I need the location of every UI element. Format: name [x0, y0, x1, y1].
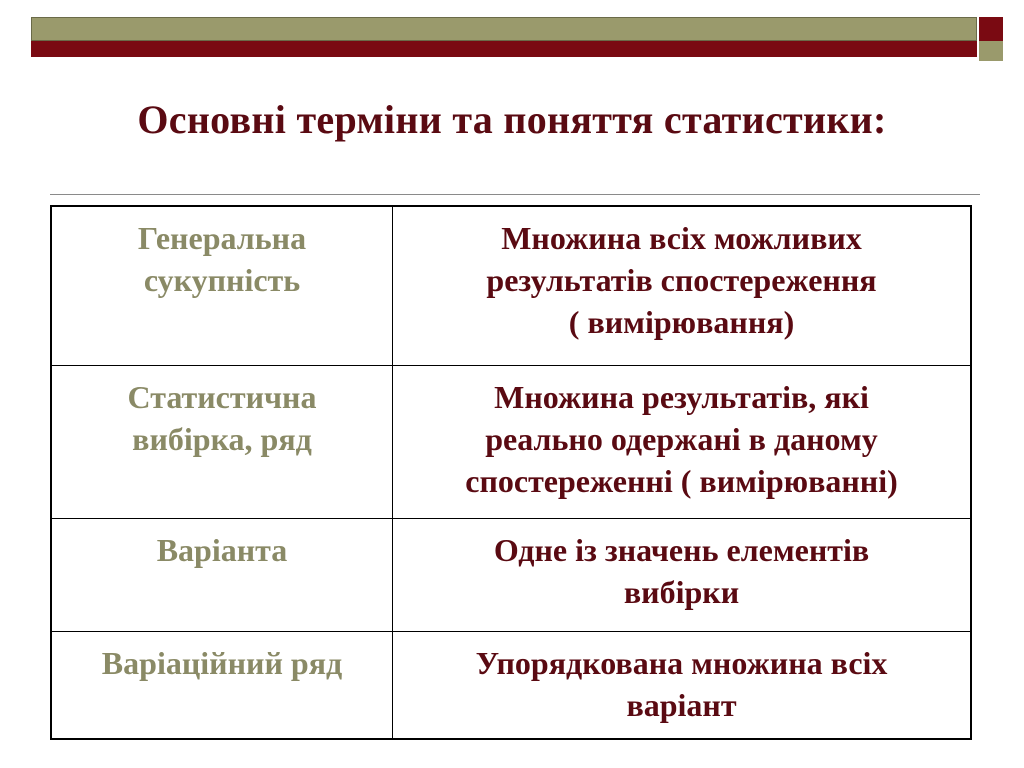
definition-text: варіант	[626, 687, 737, 723]
definition-text: Множина всіх можливих	[501, 220, 862, 256]
definition-text: результатів спостереження	[486, 262, 877, 298]
definition-cell	[393, 206, 972, 366]
definition-cell	[393, 366, 972, 519]
term-cell	[51, 366, 393, 519]
term-text: Статистична	[127, 379, 317, 415]
term-text: вибірка, ряд	[132, 421, 312, 457]
table-row	[51, 519, 971, 632]
header-olive-square	[979, 41, 1003, 61]
header-maroon-bar	[31, 41, 977, 57]
definition-text: спостереженні ( вимірюванні)	[465, 463, 898, 499]
term-text: Варіаційний ряд	[101, 645, 343, 681]
table-row	[51, 206, 971, 366]
definition-text: ( вимірювання)	[568, 304, 795, 340]
definition-text: вибірки	[623, 574, 740, 610]
slide-title: Основні терміни та поняття статистики:	[137, 97, 887, 142]
term-text: сукупність	[143, 262, 301, 298]
definition-cell	[393, 632, 972, 740]
term-text: Генеральна	[137, 220, 307, 256]
definition-text: реально одержані в даному	[485, 421, 878, 457]
definition-text: Множина результатів, які	[494, 379, 869, 415]
definition-text: Одне із значень елементів	[493, 532, 870, 568]
header-olive-bar	[31, 17, 977, 41]
definition-cell	[393, 519, 972, 632]
term-cell	[51, 519, 393, 632]
title-divider	[50, 194, 980, 195]
table-row	[51, 366, 971, 519]
table-row	[51, 632, 971, 740]
definition-text: Упорядкована множина всіх	[475, 645, 888, 681]
term-cell	[51, 632, 393, 740]
terms-table	[50, 205, 972, 740]
term-cell	[51, 206, 393, 366]
term-text: Варіанта	[156, 532, 288, 568]
header-maroon-square	[979, 17, 1003, 41]
